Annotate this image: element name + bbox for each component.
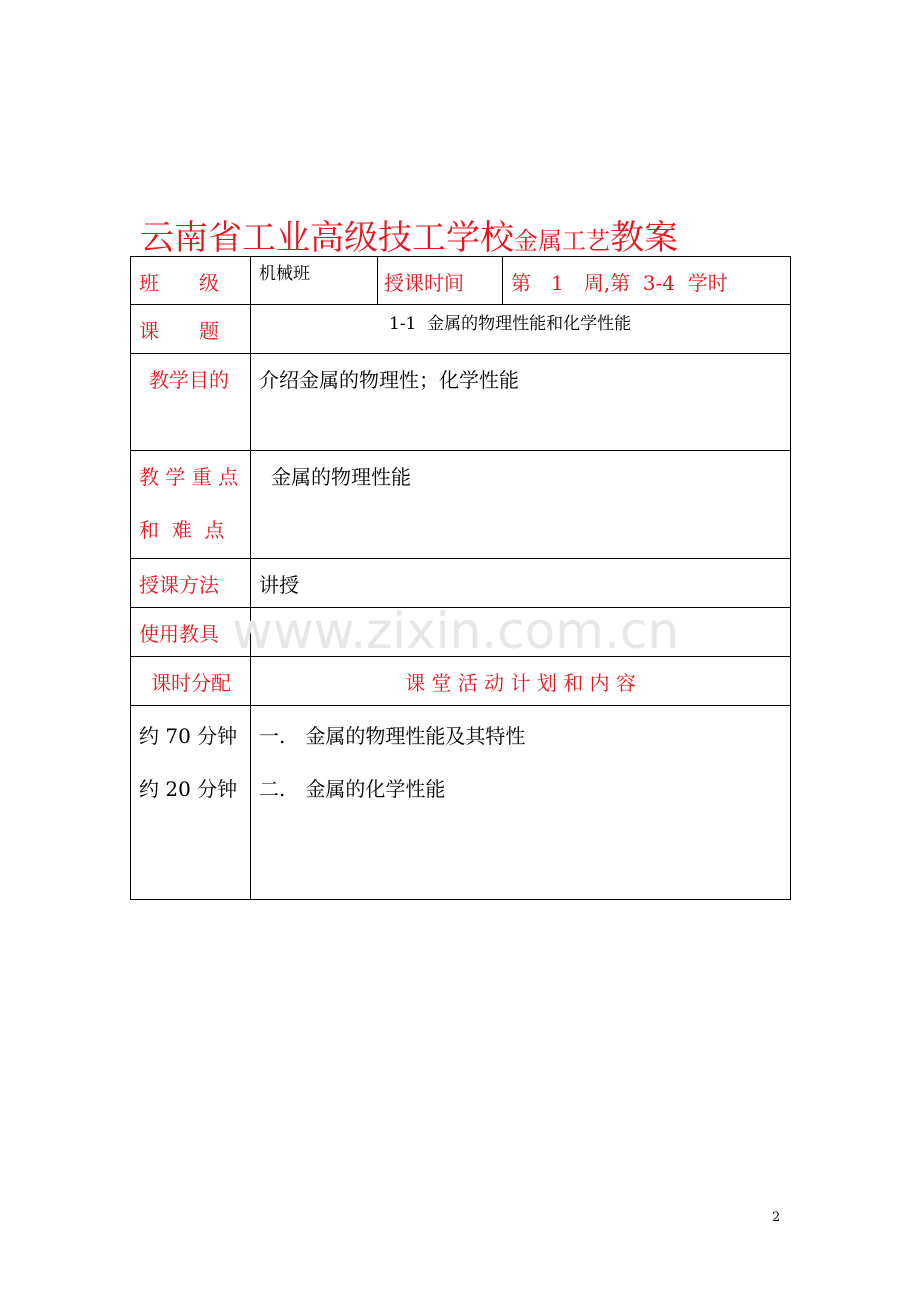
tools-label: 使用教具	[139, 622, 219, 646]
method-value-cell	[251, 559, 791, 608]
plan-header-cell	[251, 657, 791, 706]
method-row	[131, 559, 791, 608]
goal-label: 教学目的	[149, 368, 229, 392]
method-label-cell	[131, 559, 251, 608]
topic-row	[131, 305, 791, 354]
key-label-cell	[131, 451, 251, 559]
goal-value-cell	[251, 354, 791, 451]
class-label: 班 级	[139, 271, 219, 295]
topic-value: 1-1 金属的物理性能和化学性能	[389, 314, 632, 334]
content-item: 二. 金属的化学性能	[259, 777, 446, 801]
content-cell	[251, 706, 791, 900]
watermark: www.zixin.com.cn	[232, 602, 680, 660]
document-type: 教案	[610, 218, 678, 258]
topic-label: 课 题	[139, 319, 219, 343]
key-label-line-2: 和 难 点	[139, 518, 225, 542]
method-label: 授课方法	[139, 573, 219, 597]
allocation-header-row	[131, 657, 791, 706]
content-item: 一. 金属的物理性能及其特性	[259, 724, 526, 748]
key-label-line-1: 教 学 重 点	[139, 465, 239, 489]
course-name: 金属工艺	[514, 227, 610, 255]
goal-row	[131, 354, 791, 451]
time-value-cell	[503, 257, 791, 305]
plan-header: 课 堂 活 动 计 划 和 内 容	[405, 671, 636, 695]
school-name: 云南省工业高级技工学校	[140, 218, 514, 258]
tools-label-cell	[131, 608, 251, 657]
class-label-cell	[131, 257, 251, 305]
time-value: 第 1 周,第 3-4 学时	[511, 271, 728, 295]
time-label: 授课时间	[384, 271, 464, 295]
topic-value-cell	[251, 305, 791, 354]
method-value: 讲授	[259, 573, 299, 597]
time-item: 约 20 分钟	[139, 777, 238, 801]
key-value-cell	[251, 451, 791, 559]
key-value: 金属的物理性能	[271, 465, 411, 489]
class-row	[131, 257, 791, 305]
time-item: 约 70 分钟	[139, 724, 238, 748]
time-label-cell	[378, 257, 503, 305]
class-value: 机械班	[259, 264, 310, 284]
page-number: 2	[772, 1210, 781, 1225]
alloc-label-cell	[131, 657, 251, 706]
allocation-content-row	[131, 706, 791, 900]
topic-label-cell	[131, 305, 251, 354]
tools-value-cell	[251, 608, 791, 657]
lesson-plan-table	[130, 256, 791, 900]
document-title	[140, 210, 678, 259]
goal-label-cell	[131, 354, 251, 451]
tools-row	[131, 608, 791, 657]
class-value-cell	[251, 257, 378, 305]
tools-value	[251, 608, 790, 618]
alloc-label: 课时分配	[151, 671, 231, 695]
key-points-row	[131, 451, 791, 559]
goal-value: 介绍金属的物理性；化学性能	[259, 368, 519, 392]
times-cell	[131, 706, 251, 900]
